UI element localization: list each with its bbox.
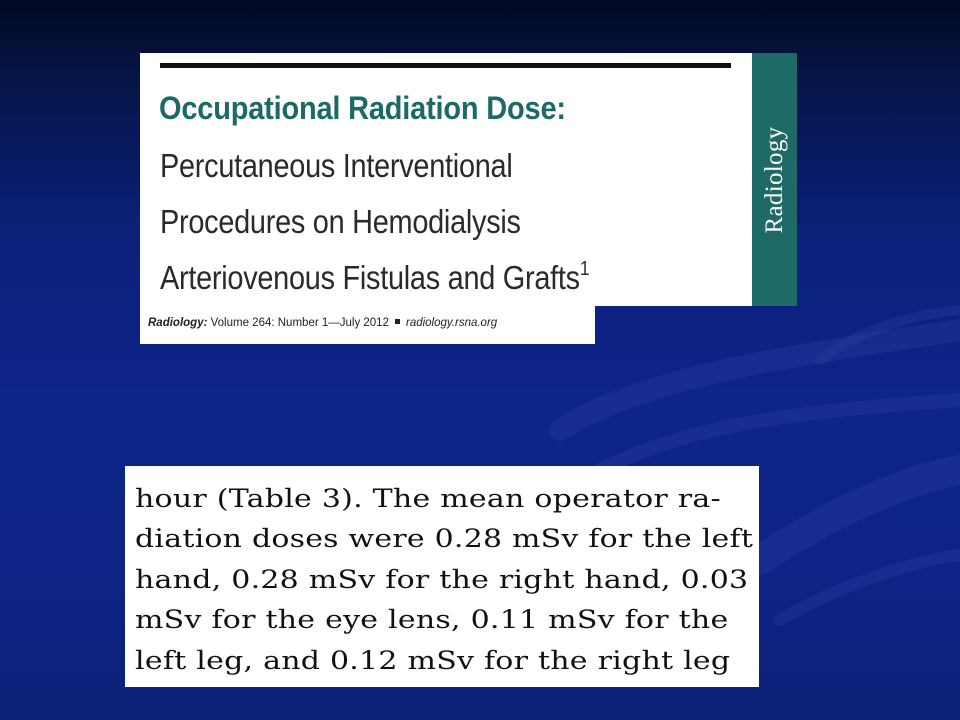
article-subtitle-line-2: Procedures on Hemodialysis <box>160 203 521 240</box>
citation-url: radiology.rsna.org <box>405 317 498 329</box>
citation-text <box>148 317 497 329</box>
excerpt-line-1: hour (Table 3). The mean operator ra- <box>135 484 721 513</box>
citation-strip <box>140 306 595 344</box>
footnote-marker: 1 <box>579 258 590 280</box>
article-subtitle-line-1: Percutaneous Interventional <box>160 147 513 184</box>
text-excerpt <box>125 466 759 687</box>
excerpt-line-4: mSv for the eye lens, 0.11 mSv for the <box>135 605 729 634</box>
excerpt-line-3: hand, 0.28 mSv for the right hand, 0.03 <box>135 565 749 594</box>
journal-band-label: Radiology <box>760 126 788 233</box>
article-headline: Occupational Radiation Dose: <box>159 90 566 126</box>
citation-issue: Volume 264: Number 1—July 2012 <box>210 317 389 329</box>
article-subtitle-line-3: Arteriovenous Fistulas and Grafts$^1$ <box>160 258 590 296</box>
excerpt-line-2: diation doses were 0.28 mSv for the left <box>135 524 754 553</box>
excerpt-line-5: left leg, and 0.12 mSv for the right leg <box>135 646 731 675</box>
citation-journal: Radiology: <box>148 317 208 329</box>
citation-bullet <box>395 319 400 324</box>
journal-band <box>752 53 797 306</box>
title-rule <box>160 63 731 68</box>
article-title-card <box>140 53 797 306</box>
